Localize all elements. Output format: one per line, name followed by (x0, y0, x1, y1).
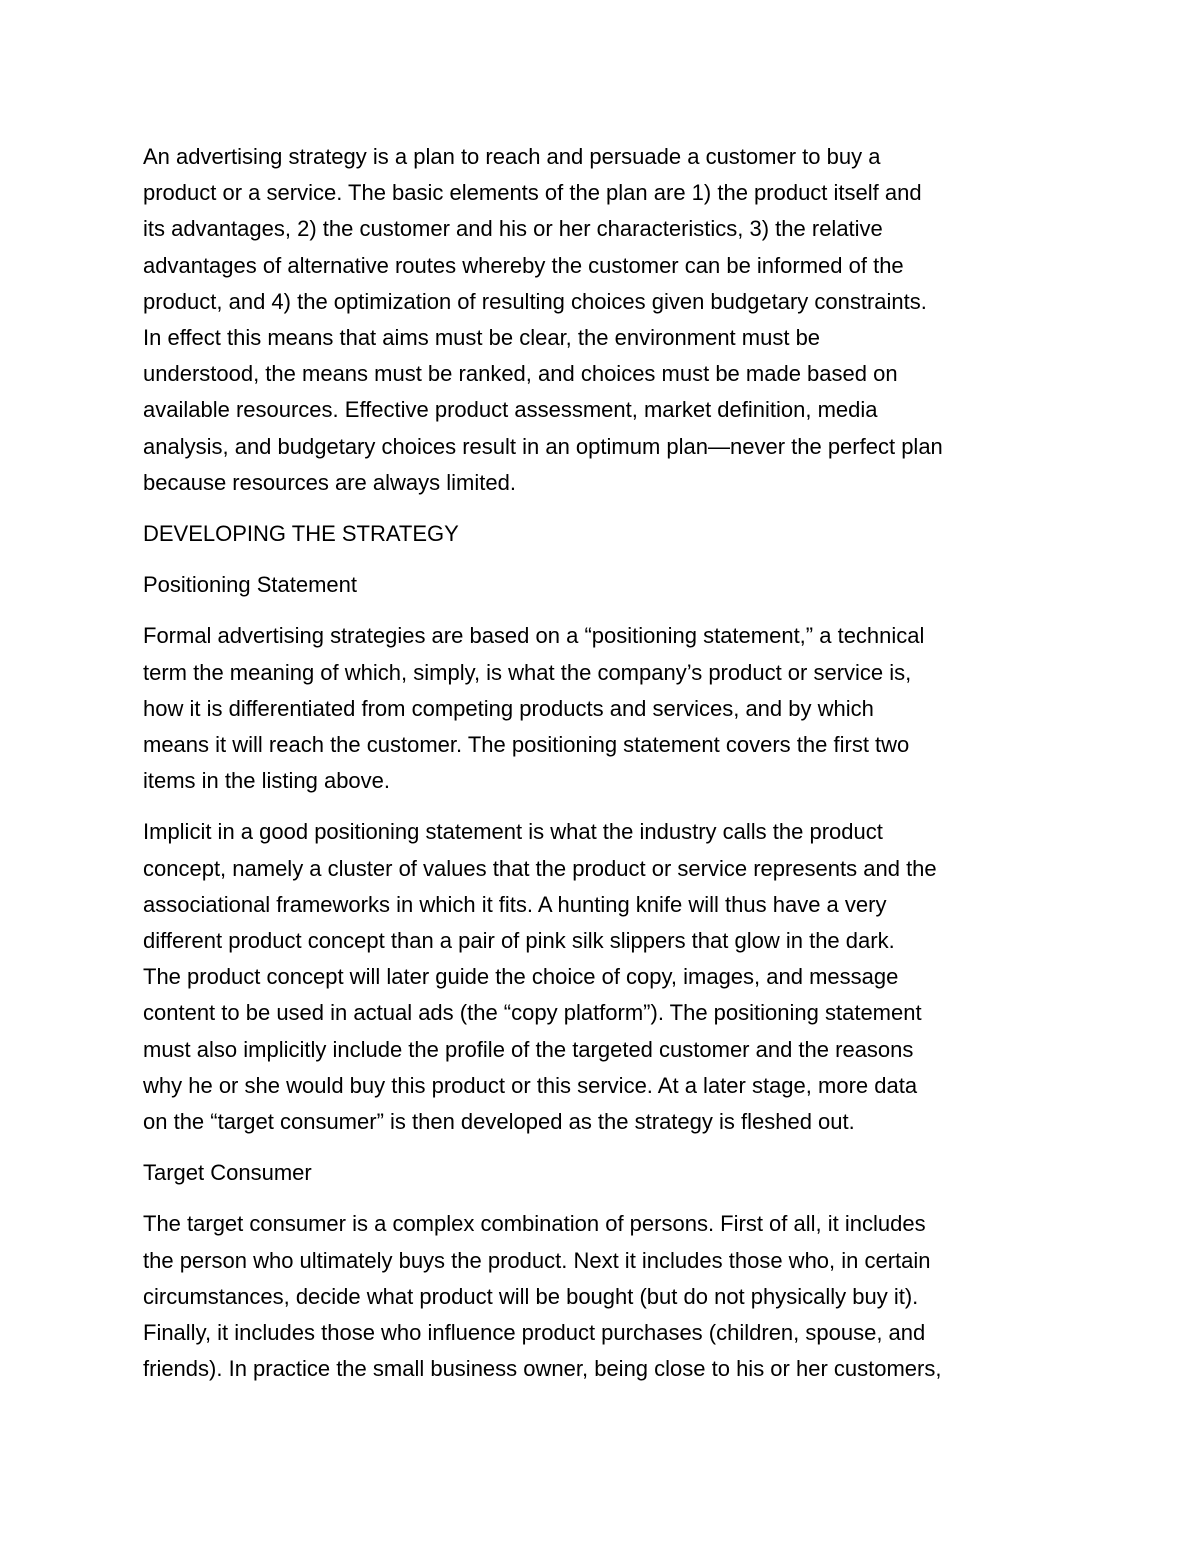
section-heading (143, 516, 1068, 552)
text-line: content to be used in actual ads (the “copy platform”). The positioning statement (143, 1000, 922, 1026)
text-line: analysis, and budgetary choices result in an optimum plan—never the perfect plan (143, 433, 943, 459)
text-line: product, and 4) the optimization of resulting choices given budgetary constraints. (143, 288, 927, 314)
text-line: means it will reach the customer. The positioning statement covers the first two (143, 732, 910, 758)
text-line: An advertising strategy is a plan to reach and persuade a customer to buy a (143, 144, 881, 169)
subheading-text: Target Consumer (143, 1160, 312, 1186)
text-line: understood, the means must be ranked, and choices must be made based on (143, 361, 898, 387)
subheading-target-consumer (143, 1155, 1068, 1191)
text-line: available resources. Effective product assessment, market definition, media (143, 397, 878, 423)
text-line: In effect this means that aims must be clear, the environment must be (143, 325, 821, 351)
text-line: advantages of alternative routes whereby the customer can be informed of the (143, 252, 904, 278)
text-line: Finally, it includes those who influence product purchases (children, spouse, and (143, 1320, 926, 1346)
text-line: its advantages, 2) the customer and his or her characteristics, 3) the relative (143, 216, 883, 242)
text-line: The product concept will later guide the choice of copy, images, and message (143, 964, 899, 990)
text-line: the person who ultimately buys the product. Next it includes those who, in certain (143, 1247, 931, 1273)
text-line: must also implicitly include the profile of the targeted customer and the reasons (143, 1036, 914, 1062)
target-consumer-paragraph (143, 1206, 1068, 1387)
section-heading-text: DEVELOPING THE STRATEGY (143, 521, 459, 547)
subheading-text: Positioning Statement (143, 572, 358, 598)
text-line: items in the listing above. (143, 768, 391, 794)
text-line: because resources are always limited. (143, 469, 516, 495)
text-line: how it is differentiated from competing products and services, and by which (143, 695, 874, 721)
document-body (143, 139, 1068, 1403)
text-line: different product concept than a pair of pink silk slippers that glow in the dark. (143, 928, 895, 954)
text-line: concept, namely a cluster of values that the product or service represents and the (143, 855, 937, 881)
text-line: Formal advertising strategies are based on a “positioning statement,” a technical (143, 623, 925, 649)
text-line: on the “target consumer” is then developed as the strategy is fleshed out. (143, 1109, 855, 1135)
text-line: associational frameworks in which it fits. A hunting knife will thus have a very (143, 891, 887, 917)
text-line: term the meaning of which, simply, is what the company’s product or service is, (143, 659, 912, 685)
positioning-paragraph (143, 618, 1068, 799)
subheading-positioning-statement (143, 567, 1068, 603)
intro-paragraph (143, 139, 1068, 501)
text-line: circumstances, decide what product will be bought (but do not physically buy it). (143, 1283, 919, 1309)
text-line: friends). In practice the small business owner, being close to his or her customers, (143, 1356, 942, 1382)
text-line: product or a service. The basic elements of the plan are 1) the product itself and (143, 180, 922, 206)
text-line: why he or she would buy this product or this service. At a later stage, more data (143, 1072, 918, 1098)
text-line: The target consumer is a complex combination of persons. First of all, it includes (143, 1211, 926, 1237)
product-concept-paragraph (143, 814, 1068, 1140)
text-line: Implicit in a good positioning statement is what the industry calls the product (143, 819, 883, 845)
